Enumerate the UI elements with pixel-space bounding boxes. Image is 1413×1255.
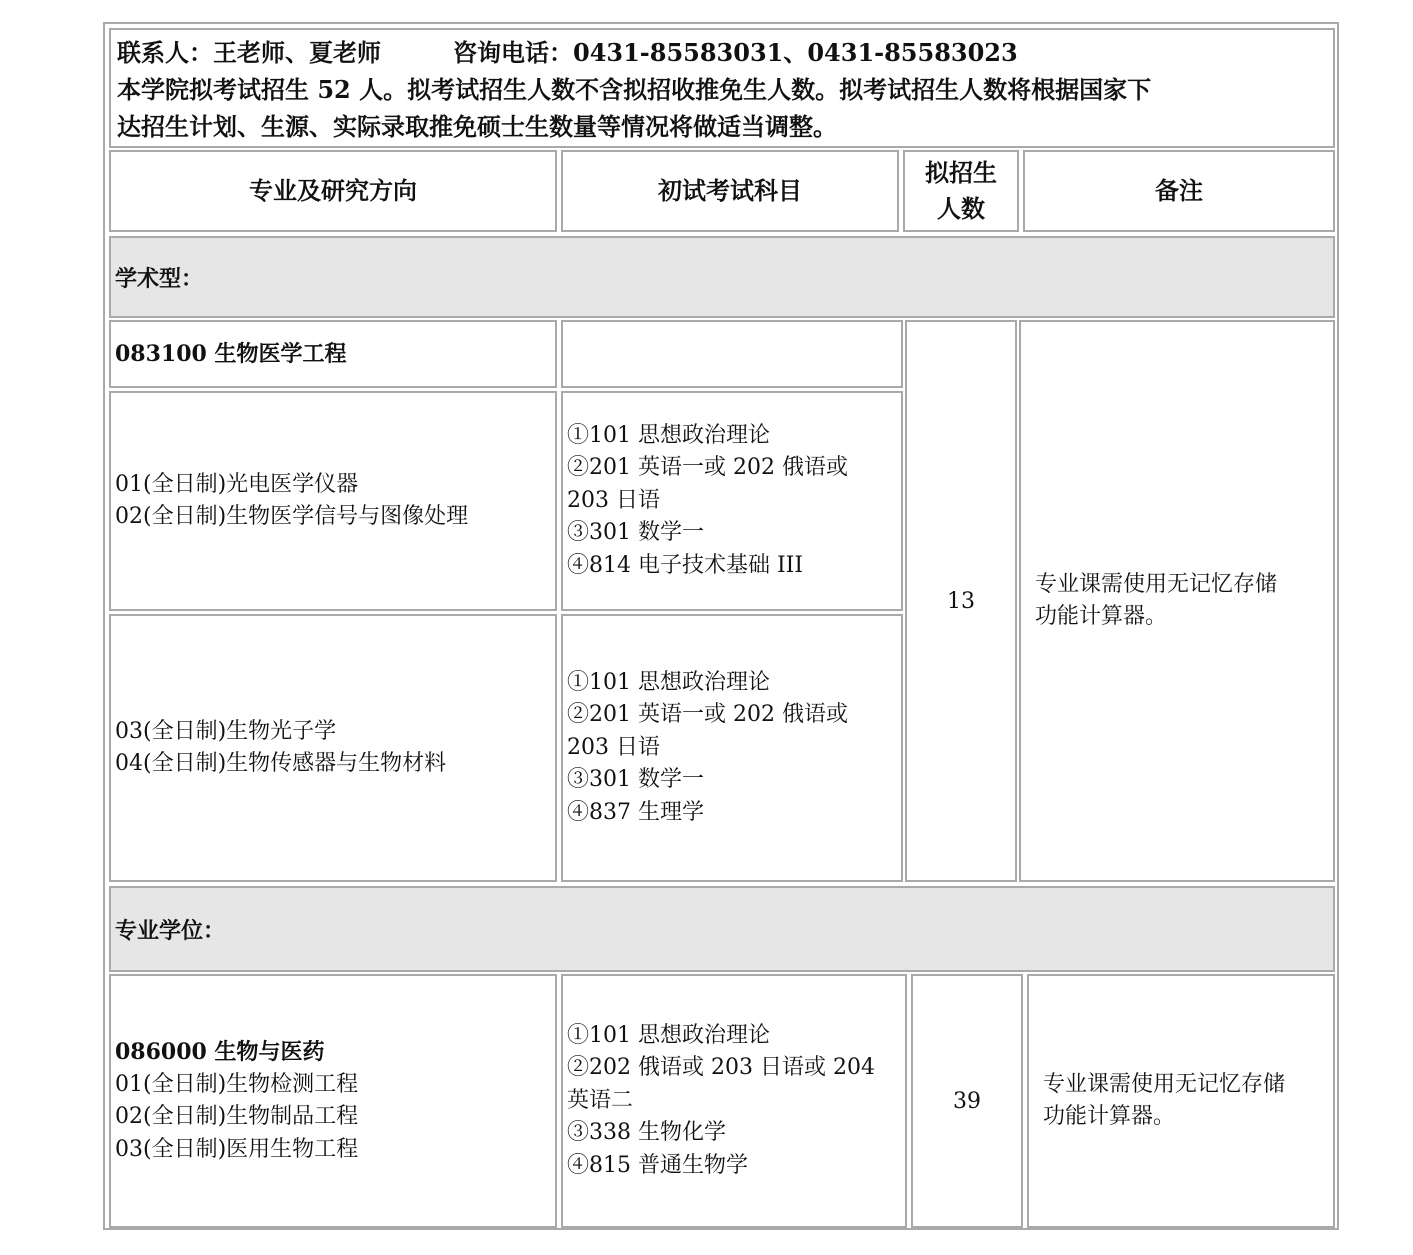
exam-item: ④814 电子技术基础 III [567, 552, 804, 578]
remarks-professional: 专业课需使用无记忆存储 功能计算器。 [1027, 974, 1335, 1228]
exam-item: ④837 生理学 [567, 799, 704, 825]
directions-professional [109, 974, 557, 1228]
direction-item: 03(全日制)生物光子学 [115, 718, 337, 744]
directions-group-1 [109, 391, 557, 611]
remarks-academic: 专业课需使用无记忆存储 功能计算器。 [1019, 320, 1335, 882]
major-title-professional: 086000 生物与医药 [115, 1039, 325, 1065]
description-line-1: 本学院拟考试招生 52 人。拟考试招生人数不含拟招收推免生人数。拟考试招生人数将根据国家下 [117, 75, 1152, 104]
exam-item: ④815 普通生物学 [567, 1152, 748, 1178]
exam-item: ③301 数学一 [567, 767, 704, 793]
column-header-major: 专业及研究方向 [109, 150, 557, 232]
major-title-academic: 083100 生物医学工程 [109, 320, 557, 388]
direction-item: 01(全日制)光电医学仪器 [115, 471, 359, 497]
major-title-exam-empty [561, 320, 903, 388]
exam-item: ①101 思想政治理论 [567, 422, 770, 448]
direction-item: 03(全日制)医用生物工程 [115, 1136, 359, 1162]
admission-table [103, 22, 1339, 1230]
exam-item: ③301 数学一 [567, 520, 704, 546]
description-line-2: 达招生计划、生源、实际录取推免硕士生数量等情况将做适当调整。 [117, 112, 837, 141]
direction-item: 04(全日制)生物传感器与生物材料 [115, 751, 447, 776]
column-header-exam: 初试考试科目 [561, 150, 899, 232]
exam-item: ②201 英语一或 202 俄语或 [567, 455, 848, 481]
direction-item: 02(全日制)生物医学信号与图像处理 [115, 504, 469, 529]
exam-item: ①101 思想政治理论 [567, 1022, 770, 1048]
contact-line: 联系人：王老师、夏老师 咨询电话：0431-85583031、0431-85583023 [117, 38, 1018, 67]
quota-academic: 13 [905, 320, 1017, 882]
exam-item: ②201 英语一或 202 俄语或 [567, 702, 848, 728]
direction-item: 02(全日制)生物制品工程 [115, 1104, 359, 1129]
column-header-quota: 拟招生 人数 [903, 150, 1019, 232]
exams-professional [561, 974, 907, 1228]
exam-item: 203 日语 [567, 734, 660, 760]
contact-info-cell [109, 28, 1335, 148]
exam-item: 英语二 [567, 1087, 634, 1113]
exams-group-1 [561, 391, 903, 611]
exam-item: 203 日语 [567, 487, 660, 513]
direction-item: 01(全日制)生物检测工程 [115, 1071, 359, 1097]
exams-group-2 [561, 614, 903, 882]
exam-item: ②202 俄语或 203 日语或 204 [567, 1055, 875, 1081]
exam-item: ①101 思想政治理论 [567, 669, 770, 695]
section-professional: 专业学位： [109, 886, 1335, 972]
exam-item: ③338 生物化学 [567, 1120, 726, 1146]
directions-group-2 [109, 614, 557, 882]
column-header-remarks: 备注 [1023, 150, 1335, 232]
quota-professional: 39 [911, 974, 1023, 1228]
section-academic: 学术型： [109, 236, 1335, 318]
